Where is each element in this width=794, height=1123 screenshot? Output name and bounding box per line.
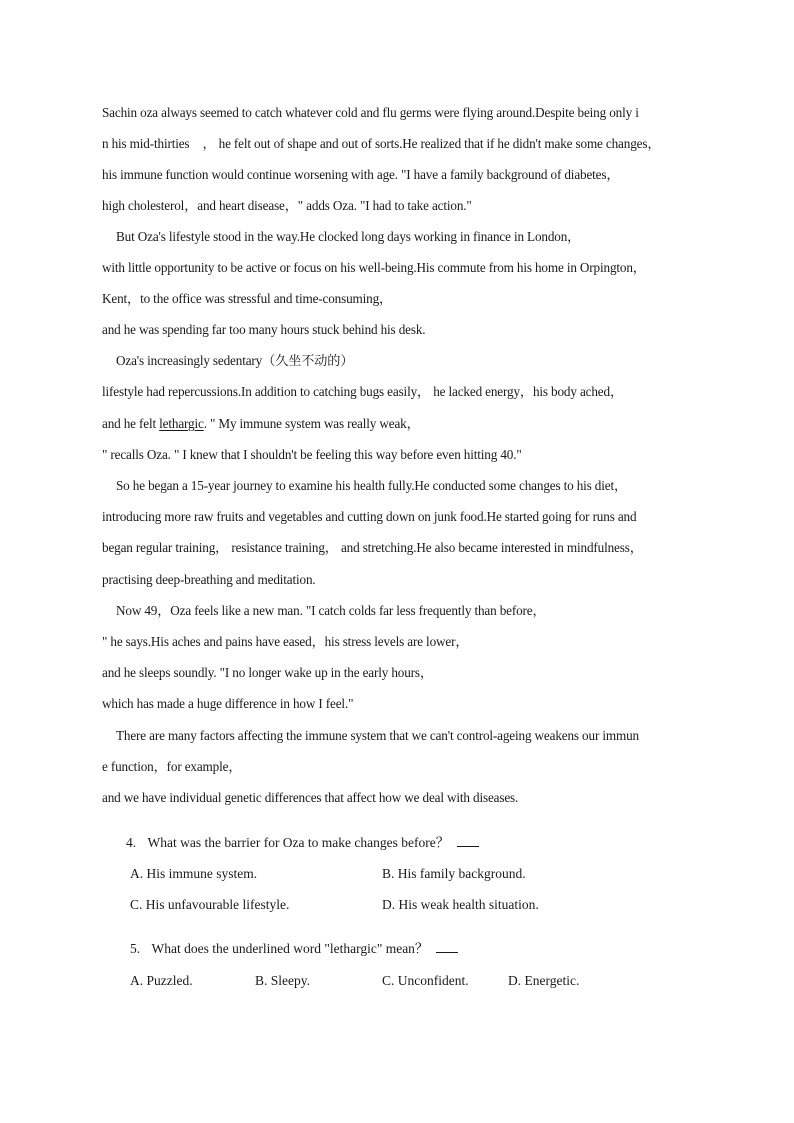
passage-line-14: introducing more raw fruits and vegetables and cutting down on junk food.He started going for runs and (102, 509, 637, 524)
passage-line-15: began regular training， resistance training， and stretching.He also became interested in mindfulness， (102, 540, 643, 555)
question-5-option-d[interactable]: D. Energetic. (508, 973, 580, 988)
passage-line-6: with little opportunity to be active or focus on his well-being.His commute from his home in Orpington， (102, 260, 646, 275)
underlined-word-lethargic: lethargic (159, 416, 204, 431)
question-4-text: What was the barrier for Oza to make changes before？ (147, 835, 450, 850)
passage-line-3: his immune function would continue worsening with age. "I have a family background of diabetes， (102, 167, 620, 182)
passage-line-12: " recalls Oza. " I knew that I shouldn't be feeling this way before even hitting 40." (102, 447, 522, 462)
passage-line-18: " he says.His aches and pains have eased，his stress levels are lower， (102, 634, 469, 649)
question-4-option-b[interactable]: B. His family background. (382, 866, 526, 881)
question-5 (130, 939, 458, 959)
question-4-answer-blank[interactable] (457, 834, 479, 847)
question-5-answer-blank[interactable] (436, 940, 458, 953)
passage-line-lethargic (102, 414, 702, 434)
passage-line-22: e function，for example， (102, 759, 242, 774)
passage-line-16: practising deep-breathing and meditation. (102, 572, 316, 587)
question-4-option-d[interactable]: D. His weak health situation. (382, 897, 539, 912)
question-5-option-c[interactable]: C. Unconfident. (382, 973, 469, 988)
passage-line-17: Now 49，Oza feels like a new man. "I catch colds far less frequently than before， (116, 603, 546, 618)
question-4 (126, 833, 479, 853)
passage-line-2: n his mid-thirties ， he felt out of shape and out of sorts.He realized that if he didn't make some changes， (102, 136, 661, 151)
passage-line-5: But Oza's lifestyle stood in the way.He clocked long days working in finance in London， (116, 229, 581, 244)
passage-line-8: and he was spending far too many hours stuck behind his desk. (102, 322, 426, 337)
passage-line-21: There are many factors affecting the immune system that we can't control-ageing weakens our immun (116, 728, 639, 743)
question-5-text: What does the underlined word "lethargic" mean？ (151, 941, 429, 956)
question-4-option-c[interactable]: C. His unfavourable lifestyle. (130, 897, 290, 912)
question-4-option-a[interactable]: A. His immune system. (130, 866, 258, 881)
passage-line-1: Sachin oza always seemed to catch whatever cold and flu germs were flying around.Despite being only i (102, 105, 639, 120)
lethargic-line-before: and he felt (102, 416, 160, 431)
question-5-option-b[interactable]: B. Sleepy. (255, 973, 310, 988)
lethargic-line-after: . " My immune system was really weak， (203, 416, 420, 431)
question-5-option-a[interactable]: A. Puzzled. (130, 973, 193, 988)
passage-line-19: and he sleeps soundly. "I no longer wake up in the early hours， (102, 665, 433, 680)
question-5-number: 5. (130, 941, 141, 956)
passage-line-9: Oza's increasingly sedentary（久坐不动的） (116, 353, 354, 368)
passage-line-10: lifestyle had repercussions.In addition to catching bugs easily， he lacked energy，his body ached， (102, 384, 623, 399)
passage-line-23: and we have individual genetic differences that affect how we deal with diseases. (102, 790, 519, 805)
passage-line-20: which has made a huge difference in how I feel." (102, 696, 354, 711)
passage-line-7: Kent，to the office was stressful and time-consuming， (102, 291, 393, 306)
passage-line-4: high cholesterol，and heart disease，" adds Oza. "I had to take action." (102, 198, 472, 213)
question-4-number: 4. (126, 835, 137, 850)
passage-line-13: So he began a 15-year journey to examine his health fully.He conducted some changes to his diet， (116, 478, 627, 493)
